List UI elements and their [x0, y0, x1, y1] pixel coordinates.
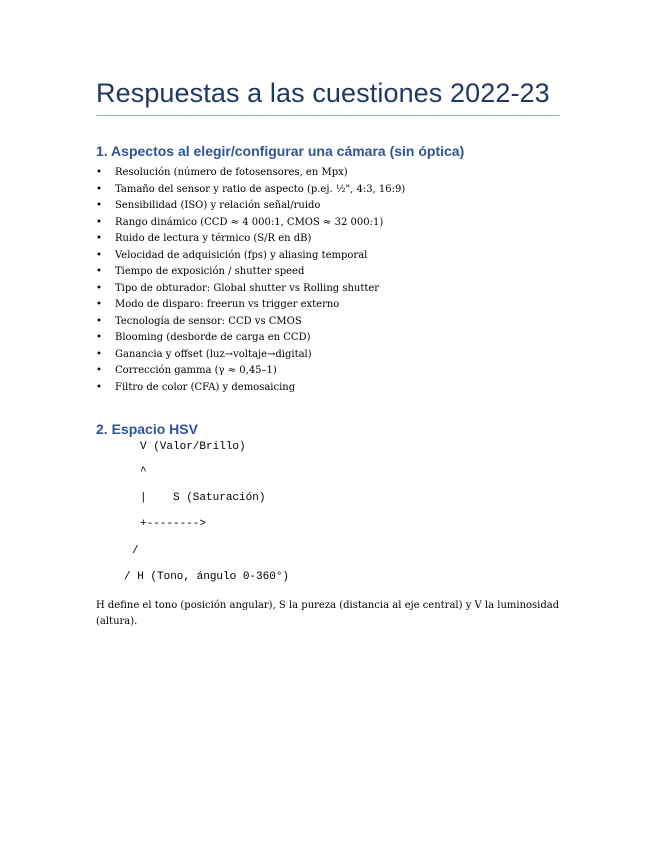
bullet-icon: •	[96, 266, 102, 277]
list-item	[96, 347, 405, 364]
list-item-text: Modo de disparo: freerun vs trigger externo	[115, 299, 340, 310]
bullet-icon: •	[96, 233, 102, 244]
list-item-text: Blooming (desborde de carga en CCD)	[115, 332, 311, 343]
bullet-icon: •	[96, 249, 102, 261]
section-2-heading: 2. Espacio HSV	[96, 421, 198, 437]
list-item	[96, 182, 405, 199]
hsv-diagram-line: /	[132, 545, 139, 557]
list-item-text: Velocidad de adquisición (fps) y aliasing temporal	[115, 249, 368, 261]
list-item-text: Filtro de color (CFA) y demosaicing	[115, 381, 296, 393]
list-item-text: Tiempo de exposición / shutter speed	[115, 266, 305, 277]
list-item-text: Corrección gamma (γ ≈ 0,45–1)	[115, 365, 277, 376]
page-title: Respuestas a las cuestiones 2022-23	[96, 78, 550, 108]
list-item	[96, 248, 405, 265]
list-item-text: Tipo de obturador: Global shutter vs Rolling shutter	[115, 282, 380, 294]
hsv-diagram-line: V (Valor/Brillo)	[140, 441, 246, 453]
list-item	[96, 264, 405, 281]
bullet-icon: •	[96, 299, 102, 310]
list-item-text: Sensibilidad (ISO) y relación señal/ruido	[115, 200, 321, 211]
list-item	[96, 330, 405, 347]
list-item	[96, 363, 405, 380]
hsv-diagram-line: | S (Saturación)	[140, 492, 266, 504]
bullet-icon: •	[96, 381, 102, 393]
bullet-icon: •	[96, 365, 102, 376]
aspects-bullet-list	[96, 165, 405, 396]
list-item	[96, 297, 405, 314]
hsv-diagram-line: +-------->	[140, 518, 207, 530]
list-item	[96, 314, 405, 331]
list-item-text: Rango dinámico (CCD ≈ 4 000:1, CMOS ≈ 32 000:1)	[115, 216, 384, 228]
list-item-text: Tamaño del sensor y ratio de aspecto (p.ej. ½", 4:3, 16:9)	[115, 183, 406, 195]
bullet-icon: •	[96, 348, 102, 360]
hsv-diagram-line: / H (Tono, ángulo 0-360°)	[124, 571, 290, 583]
section-1-heading: 1. Aspectos al elegir/configurar una cámara (sin óptica)	[96, 143, 465, 159]
bullet-icon: •	[96, 183, 102, 195]
bullet-icon: •	[96, 167, 102, 178]
list-item	[96, 380, 405, 397]
bullet-icon: •	[96, 332, 102, 343]
list-item	[96, 231, 405, 248]
list-item	[96, 198, 405, 215]
list-item	[96, 215, 405, 232]
bullet-icon: •	[96, 216, 102, 228]
bullet-icon: •	[96, 200, 102, 211]
list-item	[96, 281, 405, 298]
hsv-diagram-line: ^	[140, 466, 147, 478]
title-underline	[96, 115, 560, 116]
list-item-text: Ganancia y offset (luz→voltaje→digital)	[115, 348, 312, 360]
list-item-text: Tecnología de sensor: CCD vs CMOS	[115, 315, 302, 327]
bullet-icon: •	[96, 282, 102, 294]
bullet-icon: •	[96, 315, 102, 327]
list-item-text: Ruido de lectura y térmico (S/R en dB)	[115, 233, 312, 244]
hsv-explanation-paragraph: H define el tono (posición angular), S la pureza (distancia al eje central) y V la luminosidad (altura).	[96, 600, 560, 627]
list-item	[96, 165, 405, 182]
list-item-text: Resolución (número de fotosensores, en Mpx)	[115, 167, 348, 178]
